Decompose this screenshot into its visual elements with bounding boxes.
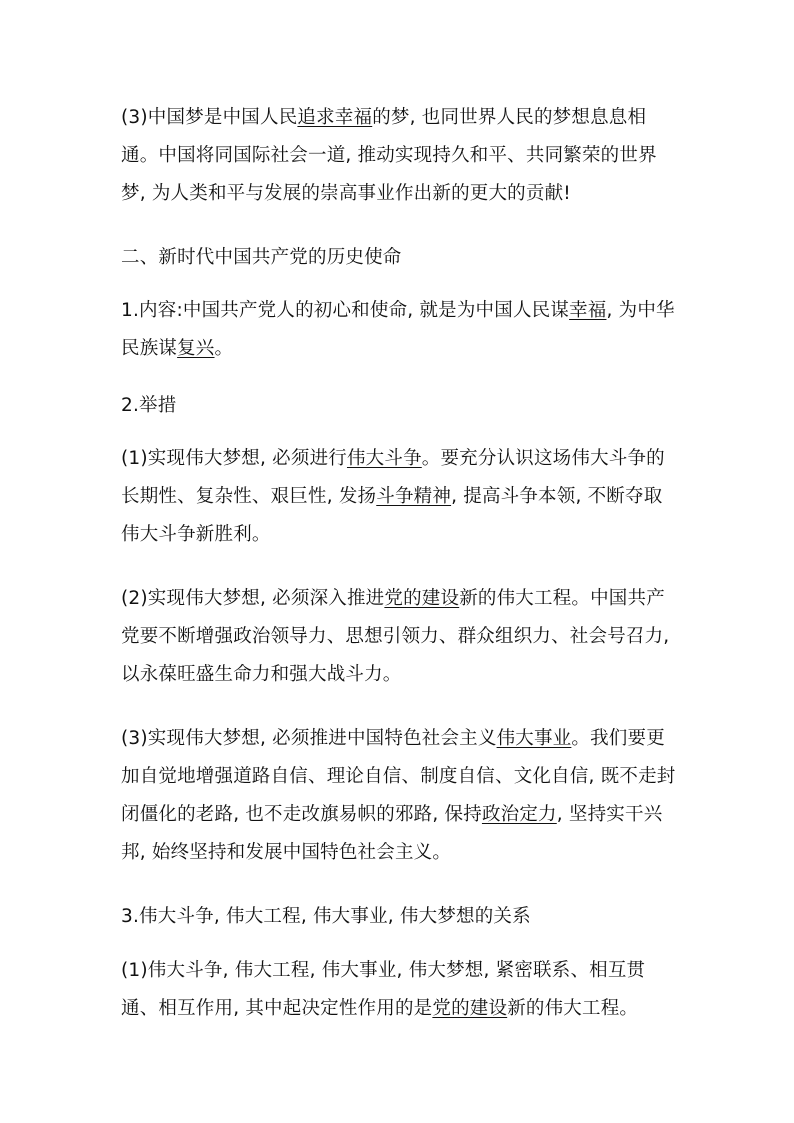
heading-text: 3.伟大斗争, 伟大工程, 伟大事业, 伟大梦想的关系 [121, 906, 531, 927]
paragraph-great-cause [121, 720, 681, 872]
paragraph-relationship [121, 952, 681, 1028]
section-heading-historic-mission [121, 239, 681, 277]
paragraph-content [121, 292, 681, 368]
text-segment: 的梦, 也同世界人民的梦想息息相通。中国将同国际社会一道, 推动实现持久和平、共同繁荣的世界梦, 为人类和平与发展的崇高事业作出新的更大的贡献! [121, 107, 657, 204]
underlined-term: 斗争精神 [376, 486, 452, 507]
underlined-term: 追求幸福 [297, 107, 373, 128]
underlined-term: 复兴 [177, 338, 215, 359]
paragraph-chinese-dream [121, 99, 681, 213]
underlined-term: 政治定力 [481, 804, 557, 825]
heading-text: 2.举措 [121, 395, 177, 416]
text-segment: (3)中国梦是中国人民 [121, 107, 298, 128]
subheading-relationship [121, 898, 681, 936]
text-segment: (1)实现伟大梦想, 必须进行 [121, 448, 347, 469]
paragraph-great-struggle [121, 440, 681, 554]
subheading-measures [121, 387, 681, 425]
underlined-term: 党的建设 [432, 998, 508, 1019]
text-segment: 。 [214, 338, 234, 359]
text-segment: 。要充分认识这场伟大斗争的长期性、复杂性、艰巨性, 发扬 [121, 448, 665, 507]
text-segment: , 提高斗争本领, 不断夺取伟大斗争新胜利。 [121, 486, 663, 545]
text-segment: , 为中华民族谋 [121, 300, 675, 359]
text-segment: (1)伟大斗争, 伟大工程, 伟大事业, 伟大梦想, 紧密联系、相互贯通、相互作用, 其中起决定性作用的是 [121, 960, 646, 1019]
text-segment: 新的伟大工程。 [507, 998, 639, 1019]
underlined-term: 幸福 [569, 300, 607, 321]
text-segment: 新的伟大工程。中国共产党要不断增强政治领导力、思想引领力、群众组织力、社会号召力, 以永葆旺盛生命力和强大战斗力。 [121, 588, 670, 685]
underlined-term: 伟大事业 [496, 728, 572, 749]
heading-text: 二、新时代中国共产党的历史使命 [121, 247, 402, 268]
text-segment: , 坚持实干兴邦, 始终坚持和发展中国特色社会主义。 [121, 804, 663, 863]
text-segment: 。我们要更加自觉地增强道路自信、理论自信、制度自信、文化自信, 既不走封闭僵化的老路, 也不走改旗易帜的邪路, 保持 [121, 728, 676, 825]
underlined-term: 伟大斗争 [346, 448, 422, 469]
text-segment: 1.内容:中国共产党人的初心和使命, 就是为中国人民谋 [121, 300, 570, 321]
text-segment: (3)实现伟大梦想, 必须推进中国特色社会主义 [121, 728, 497, 749]
paragraph-great-project [121, 580, 681, 694]
underlined-term: 党的建设 [384, 588, 460, 609]
text-segment: (2)实现伟大梦想, 必须深入推进 [121, 588, 385, 609]
